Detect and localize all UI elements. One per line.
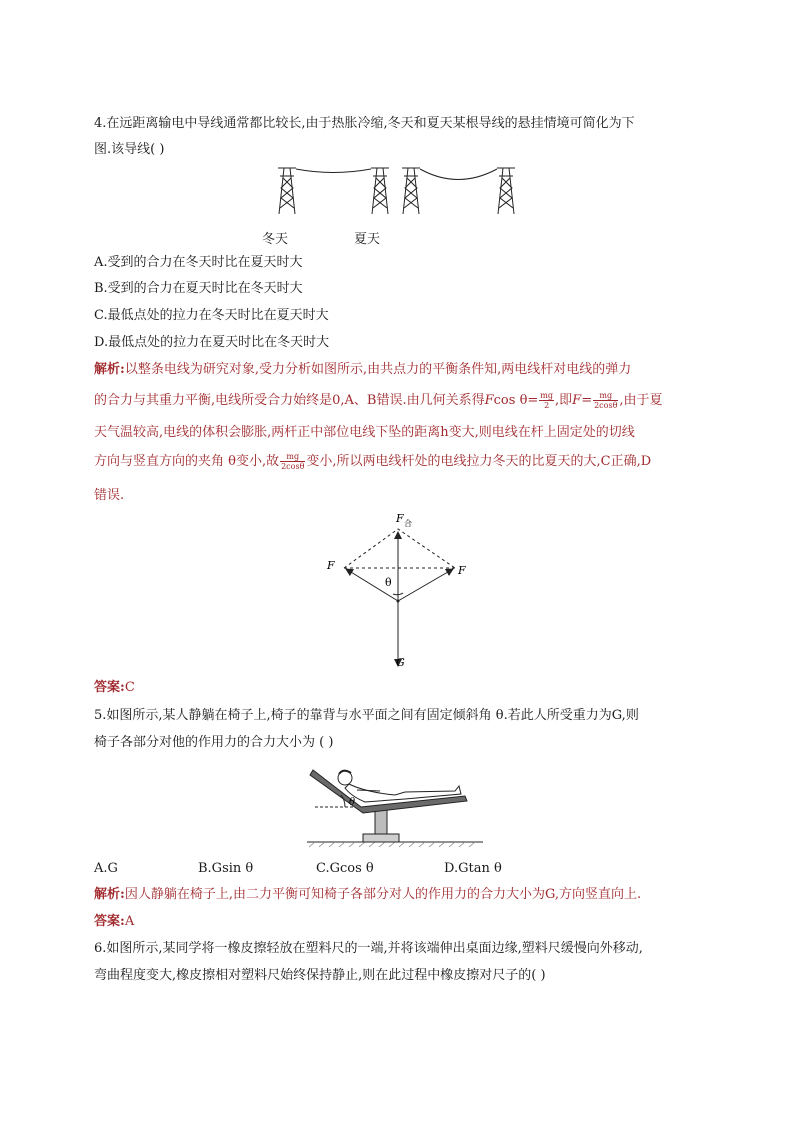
- q4-analysis-line5: 错误.: [94, 488, 125, 503]
- chair-base: [363, 834, 399, 842]
- power-line-towers-figure: [270, 160, 530, 220]
- q5-stem-line1: 5.如图所示,某人静躺在椅子上,椅子的靠背与水平面之间有固定倾斜角 θ.若此人所受重力为G,则: [94, 708, 639, 723]
- summer-label: 夏天: [354, 232, 381, 247]
- chair-post: [375, 810, 387, 834]
- dashed-parallelogram: [344, 529, 455, 568]
- reclining-chair-figure: [305, 758, 485, 848]
- q6-stem-line2: 弯曲程度变大,橡皮擦相对塑料尺始终保持静止,则在此过程中橡皮擦对尺子的( ): [94, 968, 546, 983]
- analysis-label: 解析:: [94, 362, 125, 377]
- winter-label: 冬天: [262, 232, 289, 247]
- q5-stem-line2: 椅子各部分对他的作用力的合力大小为 ( ): [94, 735, 334, 750]
- winter-wire: [296, 169, 371, 173]
- tower-icon: [497, 168, 515, 214]
- q4-answer: 答案:C: [94, 680, 135, 695]
- summer-wire: [420, 169, 497, 180]
- ground-hatching: [309, 842, 475, 847]
- theta-label: θ: [349, 797, 356, 808]
- q4-analysis-line2: 的合力与其重力平衡,电线所受合力始终是0,A、B错误.由几何关系得Fcos θ= $\frac{mg}{2}$ ,即F= $\frac{mg}{2\cos\theta}$ ,由于夏: [94, 391, 663, 410]
- q4-analysis-line3: 天气温较高,电线的体积会膨胀,两杆正中部位电线下坠的距离h变大,则电线在杆上固定处的切线: [94, 425, 635, 440]
- fraction-mg-over-2cos: $\frac{mg}{2\cos\theta}$: [281, 452, 305, 471]
- q5-option-d: D.Gtan θ: [444, 861, 502, 876]
- f-resultant-subscript: 合: [404, 519, 412, 528]
- q5-option-c: C.Gcos θ: [316, 861, 374, 876]
- f-right-label: F: [458, 564, 466, 577]
- q4-option-a: A.受到的合力在冬天时比在夏天时大: [94, 255, 303, 270]
- tower-icon: [371, 168, 389, 214]
- q6-stem-line1: 6.如图所示,某同学将一橡皮擦轻放在塑料尺的一端,并将该端伸出桌面边缘,塑料尺缓慢向外移动,: [94, 941, 643, 956]
- f-left-label: F: [327, 559, 335, 572]
- q5-analysis: 解析:因人静躺在椅子上,由二力平衡可知椅子各部分对人的作用力的合力大小为G,方向竖直向上.: [94, 887, 642, 902]
- q4-analysis-line4: 方向与竖直方向的夹角 θ变小,故 $\frac{mg}{2\cos\theta}$ 变小,所以两电线杆处的电线拉力冬天的比夏天的大,C正确,D: [94, 452, 652, 471]
- fraction-mg-over-2: $\frac{mg}{2}$: [540, 391, 554, 410]
- q4-option-d: D.最低点处的拉力在夏天时比在冬天时大: [94, 335, 330, 350]
- theta-label: θ: [385, 576, 392, 589]
- fraction-mg-over-2cos: $\frac{mg}{2\cos\theta}$: [594, 391, 618, 410]
- tower-icon: [278, 168, 296, 214]
- q4-stem-line1: 4.在远距离输电中导线通常都比较长,由于热胀冷缩,冬天和夏天某根导线的悬挂情境可简化为下: [94, 116, 635, 131]
- q4-option-c: C.最低点处的拉力在冬天时比在夏天时大: [94, 308, 329, 323]
- tower-icon: [402, 168, 420, 214]
- f-resultant-label: F: [396, 512, 404, 525]
- q5-option-a: A.G: [94, 861, 118, 876]
- g-label: G: [396, 656, 405, 669]
- force-diagram: [320, 508, 480, 673]
- q4-option-b: B.受到的合力在夏天时比在冬天时大: [94, 281, 303, 296]
- q4-stem-line2: 图.该导线( ): [94, 142, 165, 157]
- f-right-arrow: [398, 569, 453, 601]
- origin-dot: [397, 600, 400, 603]
- q5-answer: 答案:A: [94, 914, 135, 929]
- q5-option-b: B.Gsin θ: [198, 861, 254, 876]
- q4-analysis-line1: 解析:以整条电线为研究对象,受力分析如图所示,由共点力的平衡条件知,两电线杆对电线的弹力: [94, 362, 632, 377]
